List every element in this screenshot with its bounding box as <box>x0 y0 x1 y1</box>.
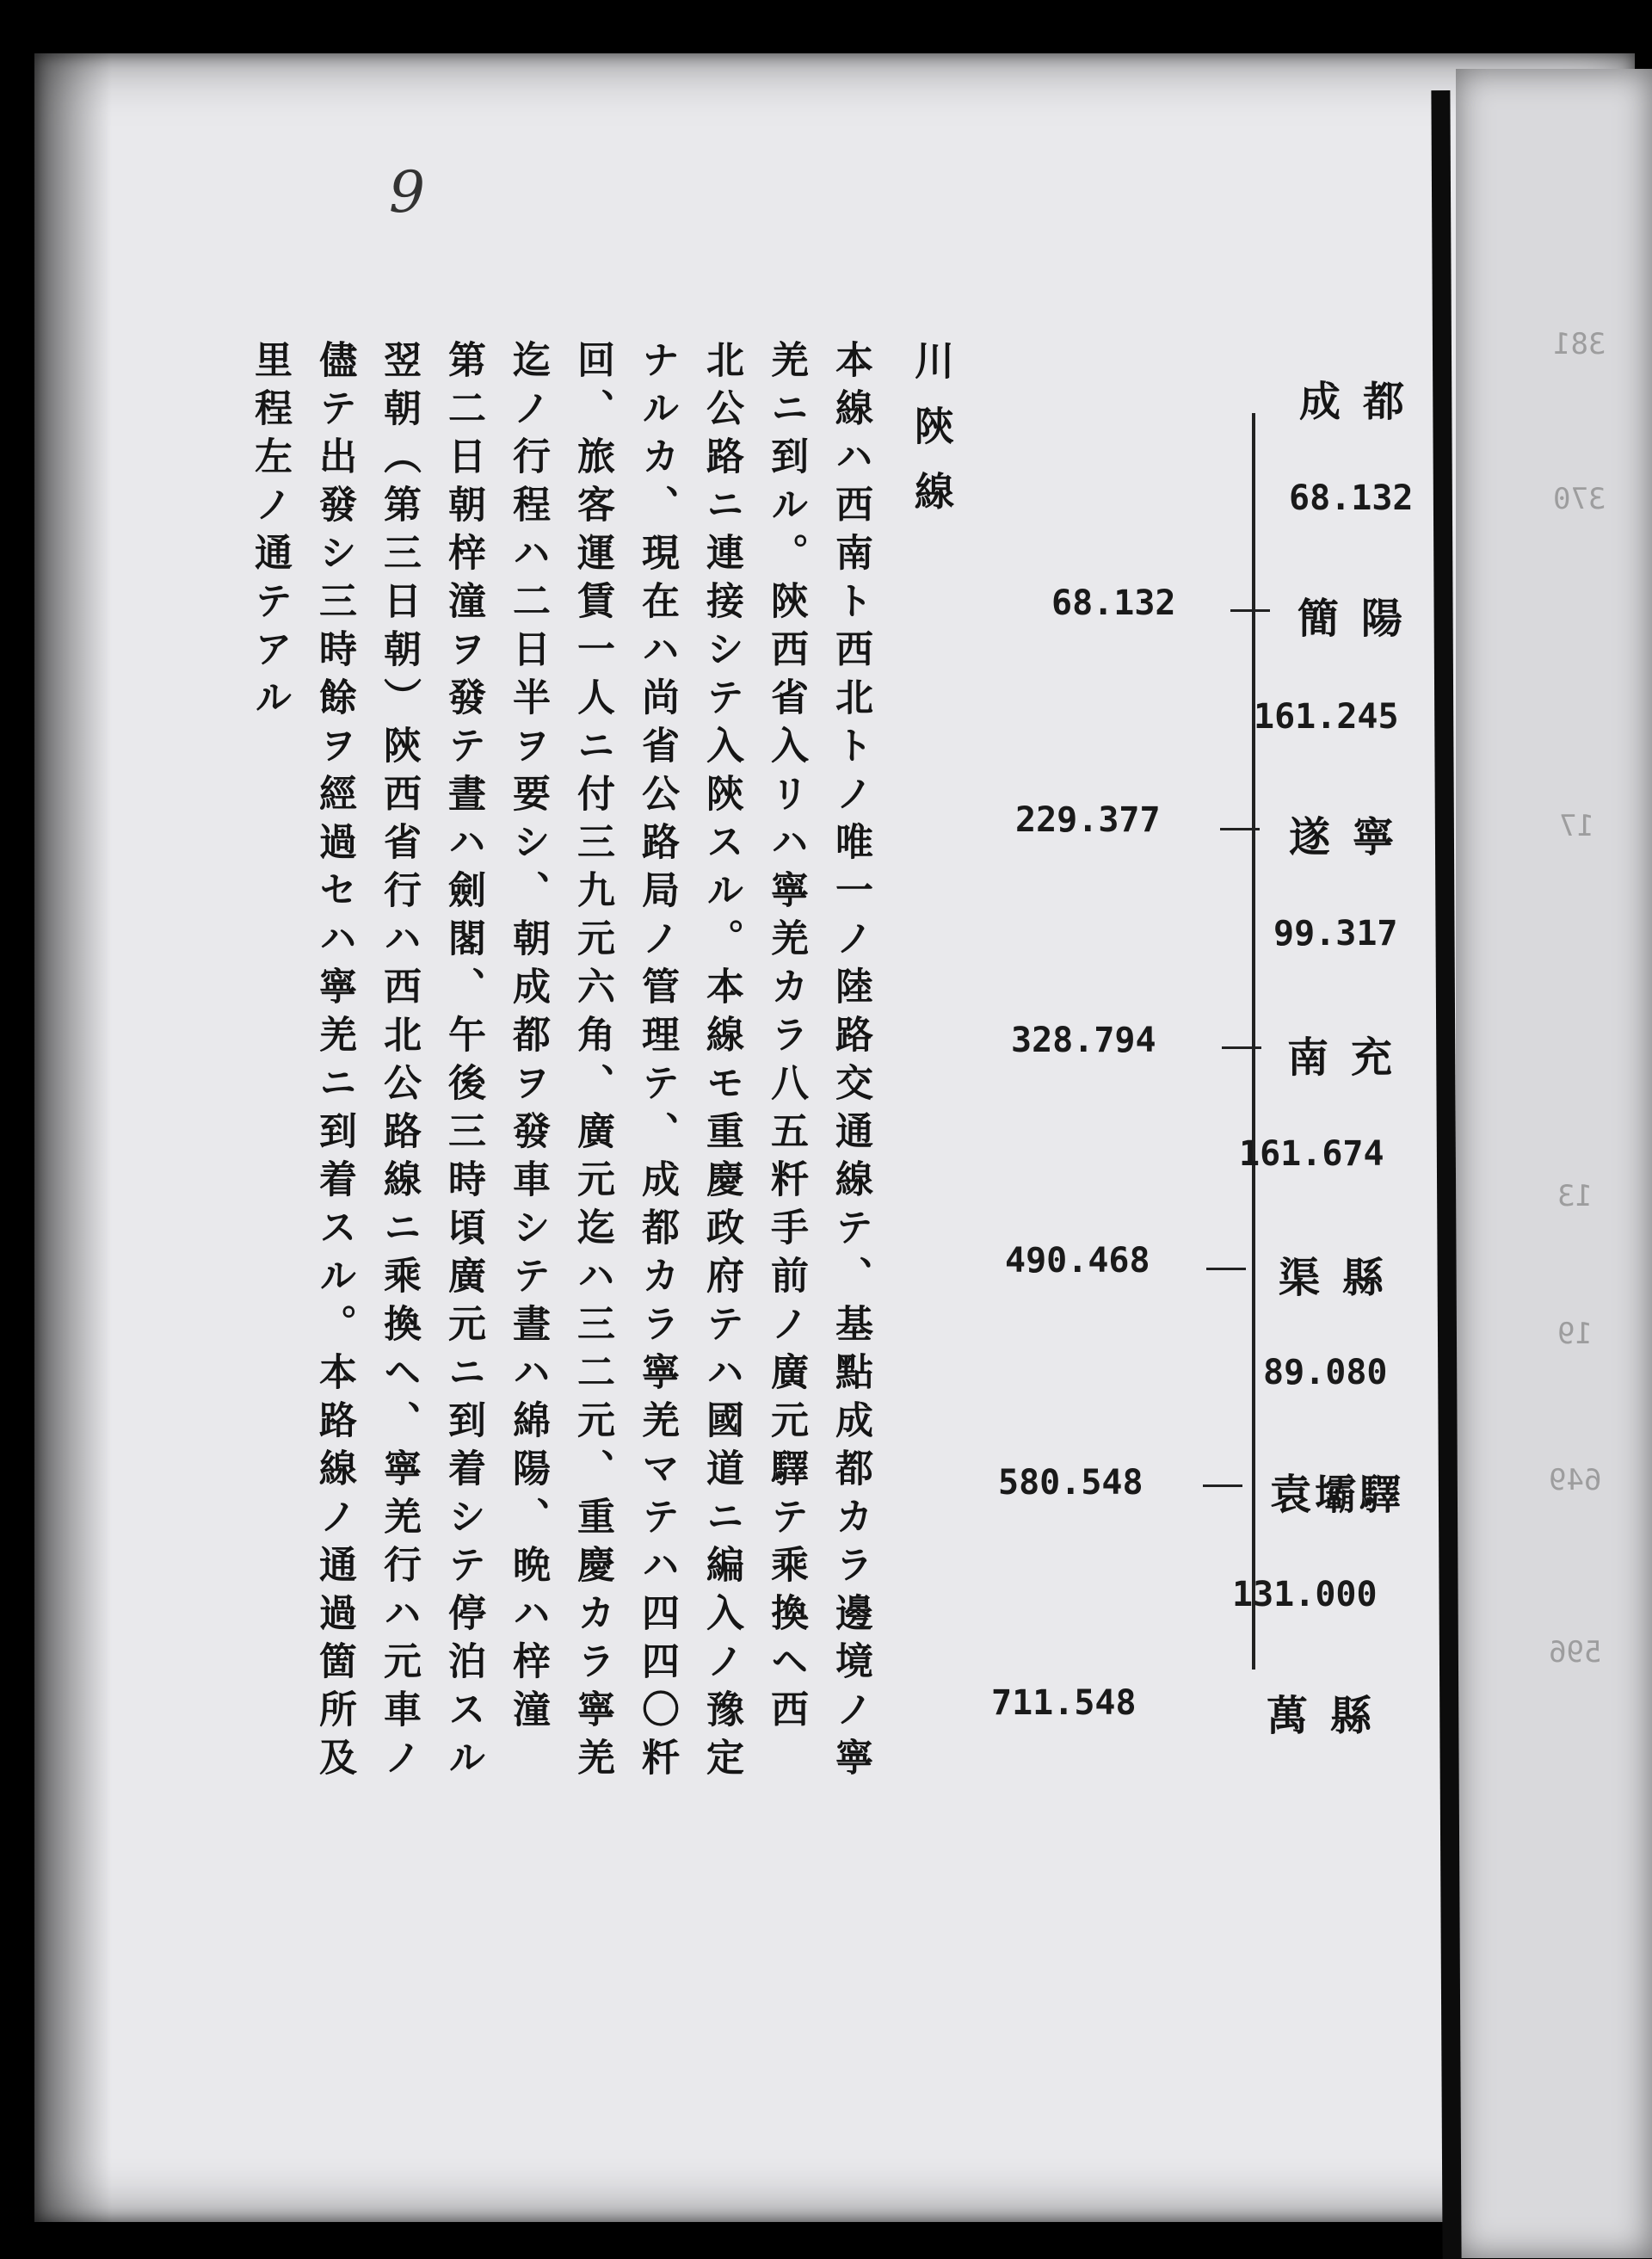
segment-distance: 89.080 <box>1263 1353 1388 1392</box>
station-name: 簡陽 <box>1298 595 1426 643</box>
cumulative-distance: 580.548 <box>998 1463 1143 1503</box>
segment-distance: 161.245 <box>1254 697 1399 737</box>
body-column: ナルカ、現在ハ尚省公路局ノ管理テ、成都カラ寧羌マテハ四四〇粁 <box>635 340 679 1786</box>
section-heading: 川陝線 <box>909 340 955 536</box>
body-column: 本線ハ西南ト西北トノ唯一ノ陸路交通線テ、基點成都カラ邊境ノ寧 <box>829 340 872 1786</box>
body-column: 儘テ出發シ三時餘ヲ經過セハ寧羌ニ到着スル。本路線ノ通過箇所及 <box>312 340 356 1786</box>
route-tick <box>1230 609 1270 612</box>
station-name: 遂寧 <box>1289 813 1417 861</box>
body-column: 迄ノ行程ハ二日半ヲ要シ、朝成都ヲ發車シテ晝ハ綿陽、晩ハ梓潼 <box>506 340 550 1737</box>
station-name: 萬縣 <box>1267 1692 1395 1740</box>
bleed-fragment: 19 <box>1557 1317 1593 1351</box>
segment-distance: 161.674 <box>1239 1134 1384 1174</box>
segment-distance: 99.317 <box>1273 914 1398 954</box>
body-column: 里程左ノ通テアル <box>248 340 292 725</box>
body-column: 回、旅客運賃一人ニ付三九元六角、廣元迄ハ三二元、重慶カラ寧羌 <box>570 340 614 1786</box>
segment-distance: 68.132 <box>1289 478 1414 518</box>
cumulative-distance: 229.377 <box>1015 800 1161 840</box>
route-tick <box>1222 1046 1261 1049</box>
segment-distance: 131.000 <box>1232 1575 1378 1614</box>
facing-page-edge <box>1456 69 1652 2258</box>
route-tick <box>1203 1484 1242 1487</box>
body-column: 羌ニ到ル。陝西省入リハ寧羌カラ八五粁手前ノ廣元驛テ乘換ヘ西 <box>764 340 808 1737</box>
bleed-fragment: 17 <box>1559 809 1594 843</box>
cumulative-distance: 711.548 <box>991 1683 1137 1723</box>
bleed-fragment: 370 <box>1553 482 1606 516</box>
page-number: 9 <box>389 159 425 225</box>
body-column: 第二日朝梓潼ヲ發テ晝ハ劍閣、午後三時頃廣元ニ到着シテ停泊スル <box>441 340 485 1786</box>
bleed-fragment: 596 <box>1549 1635 1602 1670</box>
body-column: 翌朝（第三日朝）陝西省行ハ西北公路線ニ乘換ヘ、寧羌行ハ元車ノ <box>377 340 421 1786</box>
bleed-fragment: 381 <box>1553 327 1606 361</box>
bleed-fragment: 649 <box>1549 1463 1602 1497</box>
station-name: 渠縣 <box>1279 1254 1407 1302</box>
station-name: 南充 <box>1287 1034 1415 1082</box>
station-name: 袁壩驛 <box>1270 1471 1405 1519</box>
station-name: 成都 <box>1299 378 1427 426</box>
route-tick <box>1220 828 1260 830</box>
cumulative-distance: 490.468 <box>1005 1241 1150 1281</box>
body-column: 北公路ニ連接シテ入陝スル。本線モ重慶政府テハ國道ニ編入ノ豫定 <box>700 340 743 1786</box>
route-tick <box>1206 1268 1246 1270</box>
cumulative-distance: 328.794 <box>1011 1021 1156 1060</box>
bleed-fragment: 13 <box>1557 1179 1593 1213</box>
cumulative-distance: 68.132 <box>1051 583 1176 623</box>
route-line <box>1252 413 1255 1670</box>
